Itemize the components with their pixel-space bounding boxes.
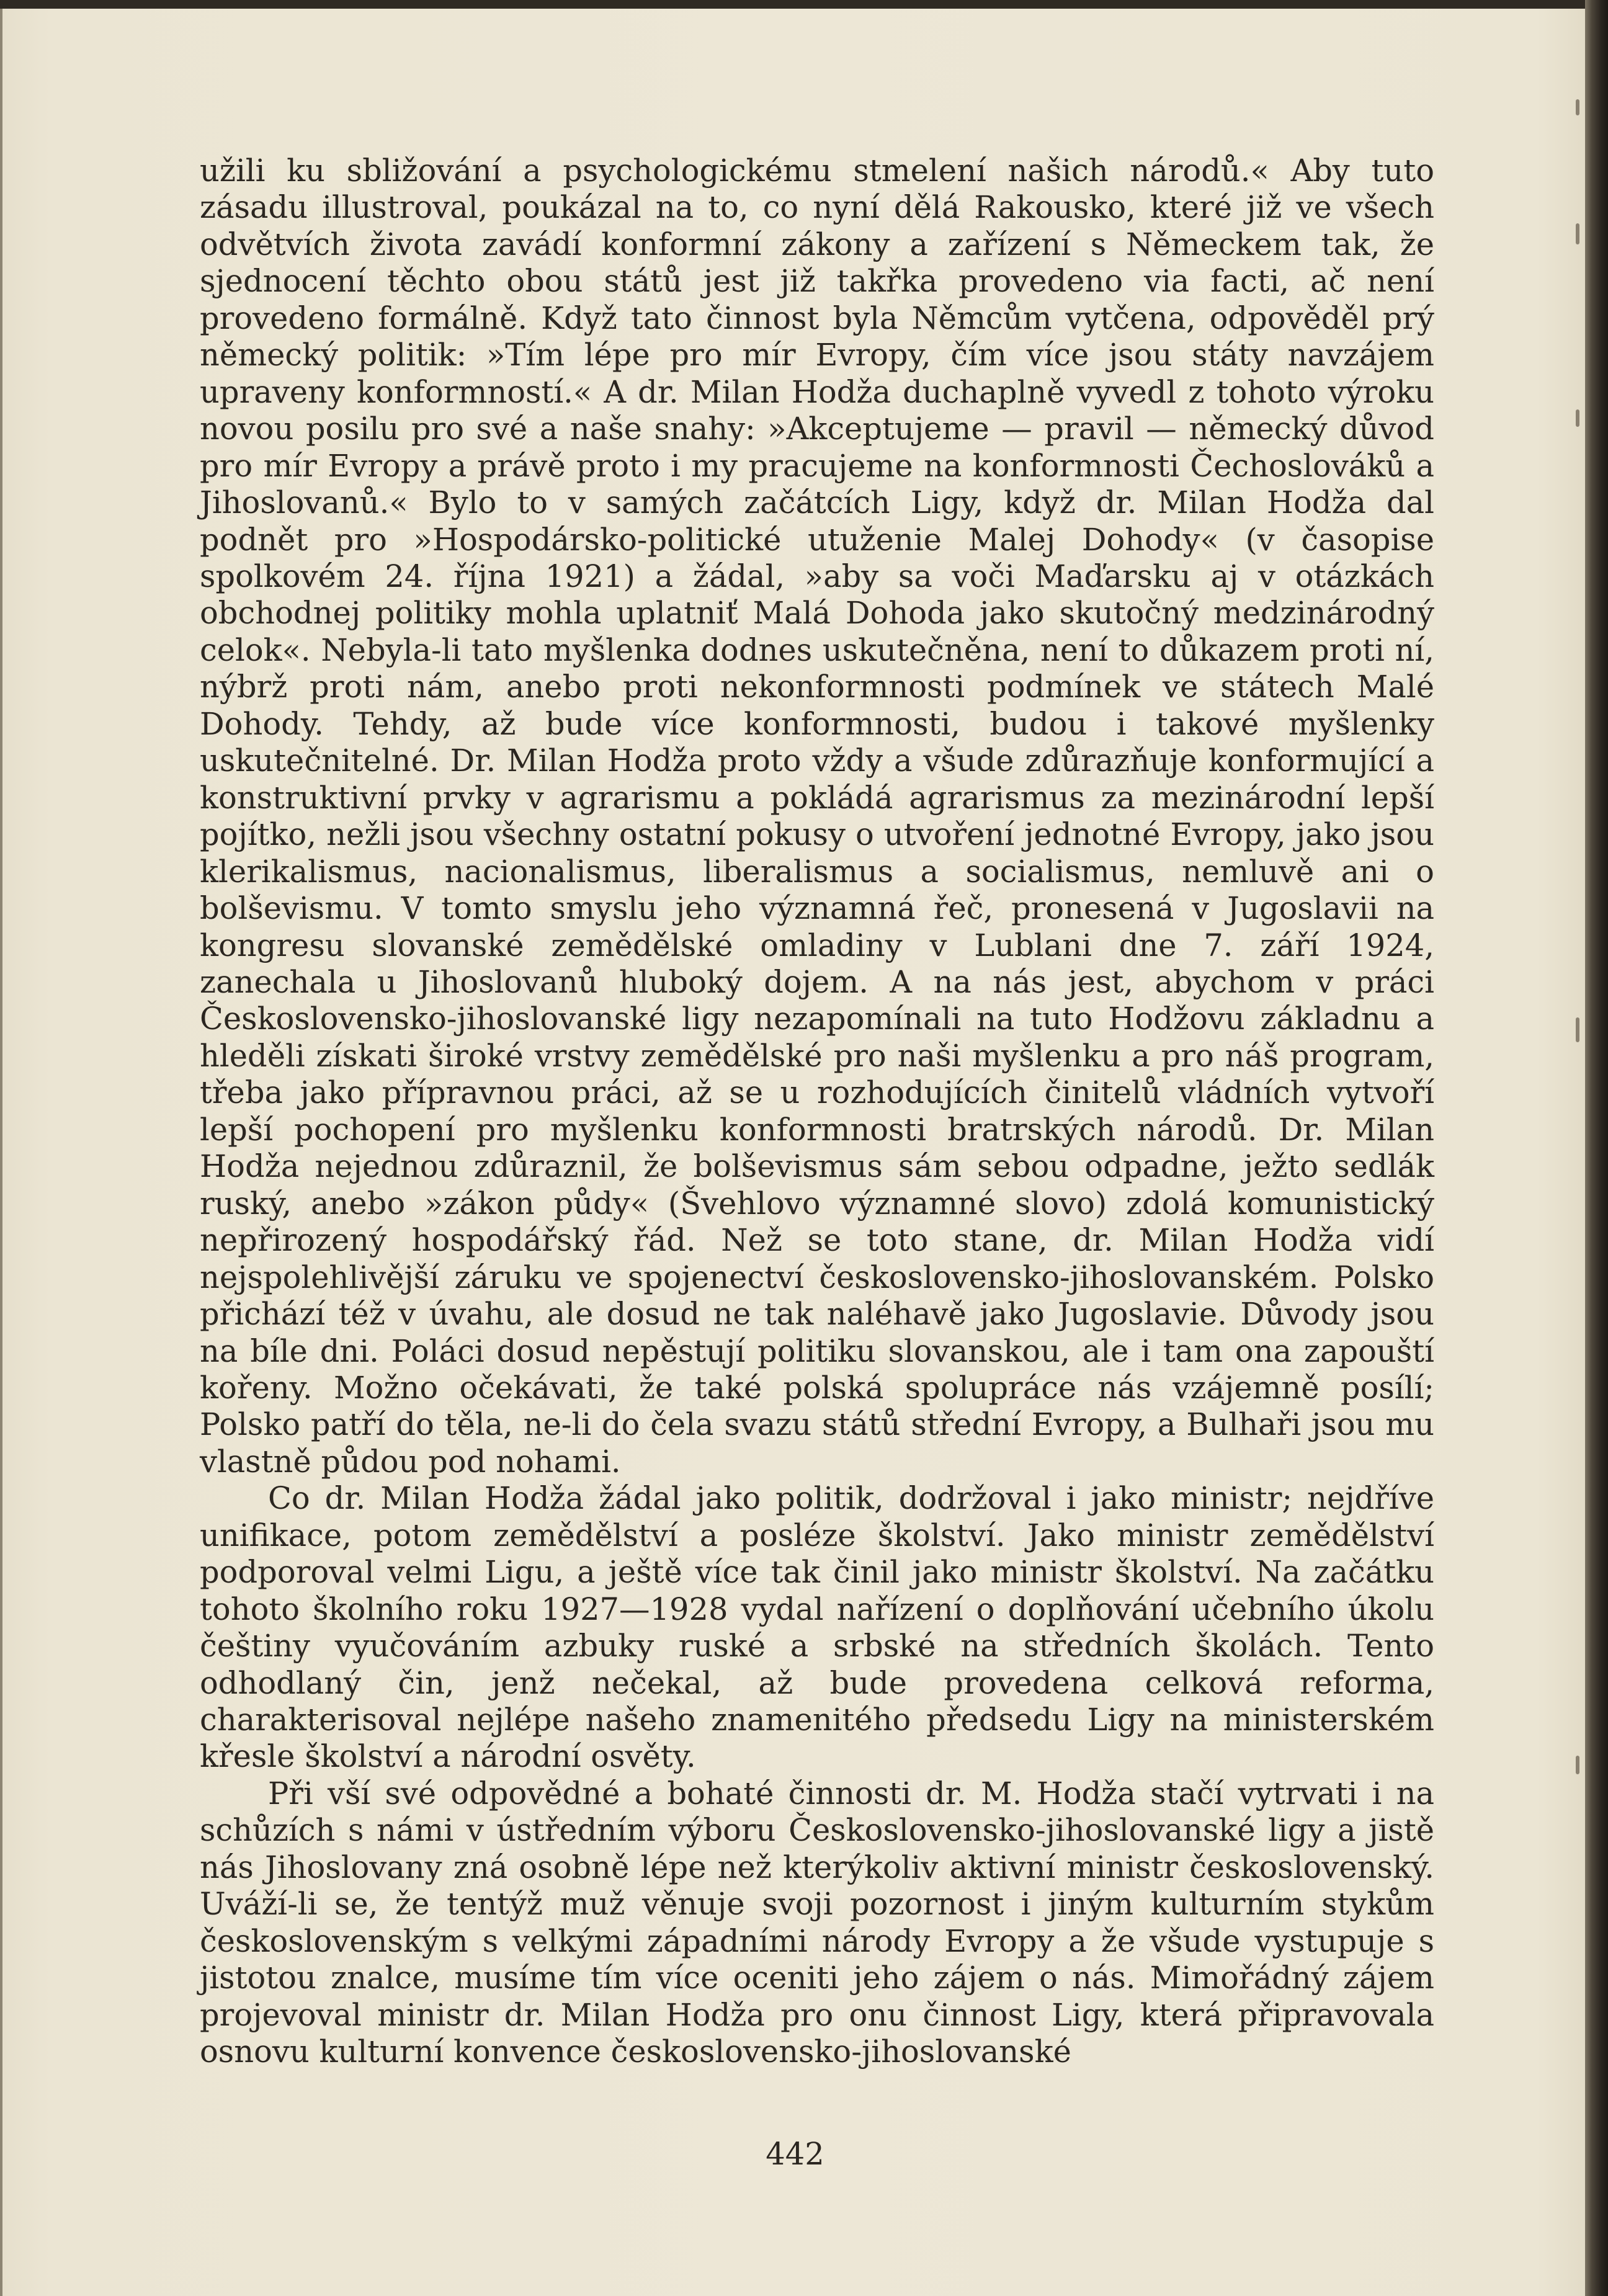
paragraph-1: užili ku sbližování a psychologickému stmelení našich národů.« Aby tuto zásadu illustroval, poukázal na to, co nyní dělá Rakousko, které již ve všech odvětvích života zavádí konformní zákony a zařízení s Německem tak, že sjednocení těchto obou států jest již takřka provedeno via facti, ač není provedeno formálně. Když tato činnost byla Němcům vytčena, odpověděl prý německý politik: »Tím lépe pro mír Evropy, čím více jsou státy navzájem upraveny konformností.« A dr. Milan Hodža duchaplně vyvedl z tohoto výroku novou posilu pro své a naše snahy: »Akceptujeme — pravil — německý důvod pro mír Evropy a právě proto i my pracujeme na konformnosti Čechoslováků a Jihoslovanů.« Bylo to v samých začátcích Ligy, když dr. Milan Hodža dal podnět pro »Hospodársko-politické utuženie Malej Dohody« (v časopise spolkovém 24. října 1921) a žádal, »aby sa voči Maďarsku aj v otázkách obchodnej politiky mohla uplatniť Malá Dohoda jako skutočný medzinárodný celok«. Nebyla-li tato myšlenka dodnes uskutečněna, není to důkazem proti ní, nýbrž proti nám, anebo proti nekonformnosti podmínek ve státech Malé Dohody. Tehdy, až bude více konformnosti, budou i takové myšlenky uskutečnitelné. Dr. Milan Hodža proto vždy a všude zdůrazňuje konformující a konstruktivní prvky v agrarismu a pokládá agrarismus za mezinárodní lepší pojítko, nežli jsou všechny ostatní pokusy o utvoření jednotné Evropy, jako jsou klerikalismus, nacionalismus, liberalismus a socialismus, nemluvě ani o bolševismu. V tomto smyslu jeho významná řeč, pronesená v Jugoslavii na kongresu slovanské zemědělské omladiny v Lublani dne 7. září 1924, zanechala u Jihoslovanů hluboký dojem. A na nás jest, abychom v práci Československo-jihoslovanské ligy nezapomínali na tuto Hodžovu základnu a hleděli získati široké vrstvy zemědělské pro naši myšlenku a pro náš program, třeba jako přípravnou práci, až se u rozhodujících činitelů vládních vytvoří lepší pochopení pro myšlenku konformnosti bratrských národů. Dr. Milan Hodža nejednou zdůraznil, že bolševismus sám sebou odpadne, ježto sedlák ruský, anebo »zákon půdy« (Švehlovo významné slovo) zdolá komunistický nepřirozený hospodářský řád. Než se toto stane, dr. Milan Hodža vidí nejspolehlivější záruku ve spojenectví československo-jihoslovanském. Polsko přichází též v úvahu, ale dosud ne tak naléhavě jako Jugoslavie. Důvody jsou na bíle dni. Poláci dosud nepěstují politiku slovanskou, ale i tam ona zapouští kořeny. Možno očekávati, že také polská spolupráce nás vzájemně posílí; Polsko patří do těla, ne-li do čela svazu států střední Evropy, a Bulhaři jsou mu vlastně půdou pod nohami. (200, 153, 1434, 1480)
scan-mark (1576, 1756, 1579, 1774)
scan-mark (1576, 1017, 1579, 1042)
scan-mark (1576, 223, 1579, 244)
paragraph-2: Co dr. Milan Hodža žádal jako politik, dodržoval i jako ministr; nejdříve unifikace, potom zemědělství a posléze školství. Jako ministr zemědělství podporoval velmi Ligu, a ještě více tak činil jako ministr školství. Na začátku tohoto školního roku 1927—1928 vydal nařízení o doplňování učebního úkolu češtiny vyučováním azbuky ruské a srbské na středních školách. Tento odhodlaný čin, jenž nečekal, až bude provedena celková reforma, charakterisoval nejlépe našeho znamenitého předsedu Ligy na ministerském křesle školství a národní osvěty. (200, 1480, 1434, 1775)
paragraph-3: Při vší své odpovědné a bohaté činnosti dr. M. Hodža stačí vytrvati i na schůzích s námi v ústředním výboru Československo-jihoslovanské ligy a jistě nás Jihoslovany zná osobně lépe než kterýkoliv aktivní ministr československý. Uváží-li se, že tentýž muž věnuje svoji pozornost i jiným kulturním stykům československým s velkými západními národy Evropy a že všude vystupuje s jistotou znalce, musíme tím více oceniti jeho zájem o nás. Mimořádný zájem projevoval ministr dr. Milan Hodža pro onu činnost Ligy, která připravovala osnovu kulturní konvence československo-jihoslovanské (200, 1775, 1434, 2070)
page-number: 442 (766, 2136, 824, 2172)
body-text (200, 153, 1434, 2071)
scan-mark (1576, 99, 1579, 115)
top-scan-edge (0, 0, 1608, 9)
book-spine-shadow (1585, 0, 1608, 2296)
scan-mark (1576, 409, 1579, 427)
